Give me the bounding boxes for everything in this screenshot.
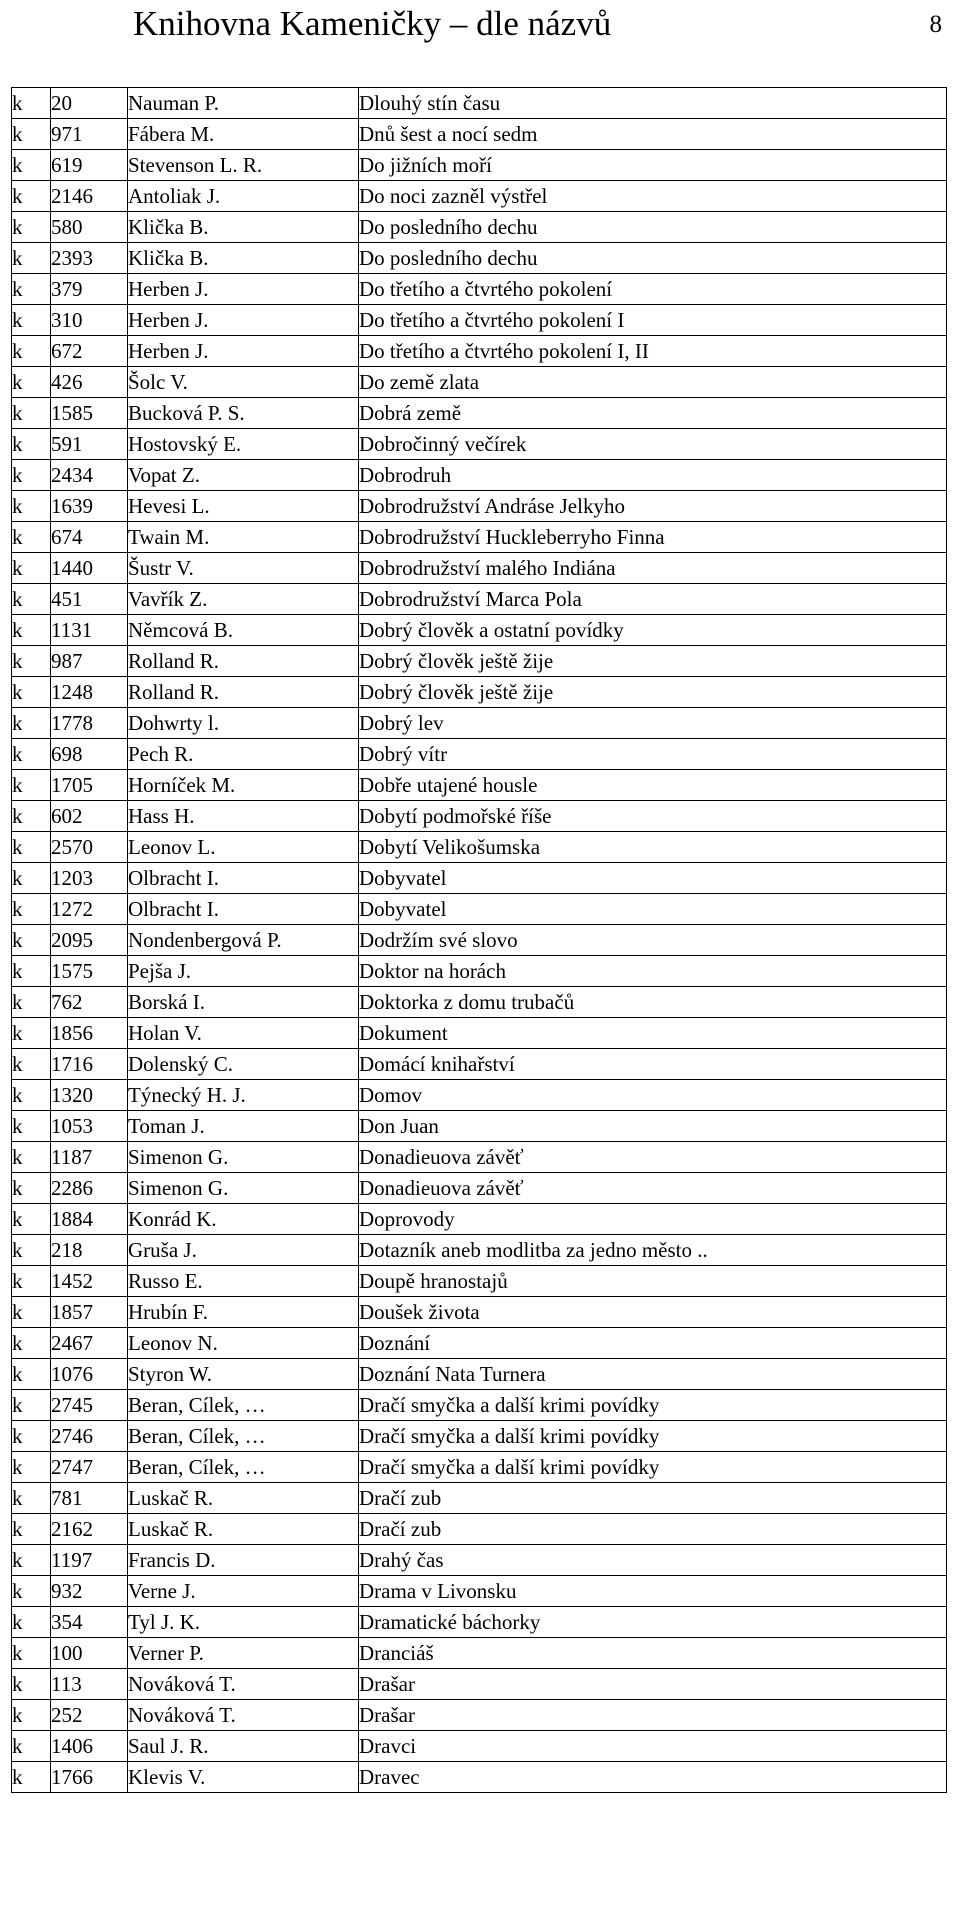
book-title-cell: Doušek života bbox=[359, 1297, 947, 1328]
inventory-number-cell: 310 bbox=[51, 305, 128, 336]
table-row bbox=[12, 801, 947, 832]
inventory-number-cell: 591 bbox=[51, 429, 128, 460]
inventory-number-cell: 252 bbox=[51, 1700, 128, 1731]
inventory-number-cell: 781 bbox=[51, 1483, 128, 1514]
book-title-cell: Doznání Nata Turnera bbox=[359, 1359, 947, 1390]
collection-prefix-cell: k bbox=[12, 1142, 51, 1173]
author-cell: Herben J. bbox=[128, 305, 359, 336]
table-row bbox=[12, 708, 947, 739]
table-row bbox=[12, 1204, 947, 1235]
inventory-number-cell: 2467 bbox=[51, 1328, 128, 1359]
collection-prefix-cell: k bbox=[12, 739, 51, 770]
table-row bbox=[12, 1359, 947, 1390]
table-row bbox=[12, 1111, 947, 1142]
inventory-number-cell: 2393 bbox=[51, 243, 128, 274]
author-cell: Leonov L. bbox=[128, 832, 359, 863]
collection-prefix-cell: k bbox=[12, 522, 51, 553]
author-cell: Horníček M. bbox=[128, 770, 359, 801]
book-title-cell: Dobrodružství Andráse Jelkyho bbox=[359, 491, 947, 522]
table-row bbox=[12, 646, 947, 677]
author-cell: Olbracht I. bbox=[128, 863, 359, 894]
table-row bbox=[12, 1638, 947, 1669]
collection-prefix-cell: k bbox=[12, 863, 51, 894]
author-cell: Tyl J. K. bbox=[128, 1607, 359, 1638]
collection-prefix-cell: k bbox=[12, 1111, 51, 1142]
catalog-table bbox=[11, 87, 947, 1793]
book-title-cell: Doktorka z domu trubačů bbox=[359, 987, 947, 1018]
collection-prefix-cell: k bbox=[12, 1638, 51, 1669]
collection-prefix-cell: k bbox=[12, 460, 51, 491]
author-cell: Pejša J. bbox=[128, 956, 359, 987]
author-cell: Simenon G. bbox=[128, 1173, 359, 1204]
author-cell: Saul J. R. bbox=[128, 1731, 359, 1762]
inventory-number-cell: 580 bbox=[51, 212, 128, 243]
collection-prefix-cell: k bbox=[12, 832, 51, 863]
table-row bbox=[12, 336, 947, 367]
table-row bbox=[12, 1700, 947, 1731]
book-title-cell: Dobrodružství Marca Pola bbox=[359, 584, 947, 615]
table-row bbox=[12, 832, 947, 863]
book-title-cell: Dobře utajené housle bbox=[359, 770, 947, 801]
table-row bbox=[12, 119, 947, 150]
author-cell: Nováková T. bbox=[128, 1700, 359, 1731]
table-row bbox=[12, 894, 947, 925]
table-row bbox=[12, 367, 947, 398]
book-title-cell: Do třetího a čtvrtého pokolení I, II bbox=[359, 336, 947, 367]
collection-prefix-cell: k bbox=[12, 584, 51, 615]
inventory-number-cell: 1203 bbox=[51, 863, 128, 894]
table-row bbox=[12, 1266, 947, 1297]
table-row bbox=[12, 460, 947, 491]
author-cell: Herben J. bbox=[128, 274, 359, 305]
collection-prefix-cell: k bbox=[12, 1607, 51, 1638]
inventory-number-cell: 1320 bbox=[51, 1080, 128, 1111]
author-cell: Verne J. bbox=[128, 1576, 359, 1607]
collection-prefix-cell: k bbox=[12, 553, 51, 584]
table-row bbox=[12, 1421, 947, 1452]
table-row bbox=[12, 1080, 947, 1111]
table-row bbox=[12, 181, 947, 212]
collection-prefix-cell: k bbox=[12, 801, 51, 832]
author-cell: Hostovský E. bbox=[128, 429, 359, 460]
inventory-number-cell: 1076 bbox=[51, 1359, 128, 1390]
table-row bbox=[12, 1514, 947, 1545]
book-title-cell: Dobrý vítr bbox=[359, 739, 947, 770]
author-cell: Luskač R. bbox=[128, 1514, 359, 1545]
book-title-cell: Dobyvatel bbox=[359, 863, 947, 894]
author-cell: Beran, Cílek, … bbox=[128, 1421, 359, 1452]
book-title-cell: Donadieuova závěť bbox=[359, 1142, 947, 1173]
book-title-cell: Do posledního dechu bbox=[359, 212, 947, 243]
author-cell: Francis D. bbox=[128, 1545, 359, 1576]
author-cell: Rolland R. bbox=[128, 677, 359, 708]
table-row bbox=[12, 553, 947, 584]
collection-prefix-cell: k bbox=[12, 1297, 51, 1328]
book-title-cell: Dračí smyčka a další krimi povídky bbox=[359, 1452, 947, 1483]
author-cell: Styron W. bbox=[128, 1359, 359, 1390]
book-title-cell: Dobročinný večírek bbox=[359, 429, 947, 460]
collection-prefix-cell: k bbox=[12, 894, 51, 925]
inventory-number-cell: 1272 bbox=[51, 894, 128, 925]
book-title-cell: Dobytí Velikošumska bbox=[359, 832, 947, 863]
table-row bbox=[12, 1762, 947, 1793]
book-title-cell: Doupě hranostajů bbox=[359, 1266, 947, 1297]
book-title-cell: Dotazník aneb modlitba za jedno město .. bbox=[359, 1235, 947, 1266]
inventory-number-cell: 100 bbox=[51, 1638, 128, 1669]
book-title-cell: Dodržím své slovo bbox=[359, 925, 947, 956]
book-title-cell: Dobrodružství malého Indiána bbox=[359, 553, 947, 584]
book-title-cell: Dobrodruh bbox=[359, 460, 947, 491]
author-cell: Fábera M. bbox=[128, 119, 359, 150]
author-cell: Vavřík Z. bbox=[128, 584, 359, 615]
collection-prefix-cell: k bbox=[12, 1452, 51, 1483]
table-row bbox=[12, 1018, 947, 1049]
author-cell: Stevenson L. R. bbox=[128, 150, 359, 181]
inventory-number-cell: 2286 bbox=[51, 1173, 128, 1204]
inventory-number-cell: 2747 bbox=[51, 1452, 128, 1483]
author-cell: Verner P. bbox=[128, 1638, 359, 1669]
collection-prefix-cell: k bbox=[12, 1545, 51, 1576]
collection-prefix-cell: k bbox=[12, 1483, 51, 1514]
catalog-table-body bbox=[12, 88, 947, 1793]
inventory-number-cell: 762 bbox=[51, 987, 128, 1018]
book-title-cell: Drašar bbox=[359, 1700, 947, 1731]
book-title-cell: Do třetího a čtvrtého pokolení I bbox=[359, 305, 947, 336]
collection-prefix-cell: k bbox=[12, 336, 51, 367]
book-title-cell: Drašar bbox=[359, 1669, 947, 1700]
book-title-cell: Dobrý člověk ještě žije bbox=[359, 677, 947, 708]
author-cell: Bucková P. S. bbox=[128, 398, 359, 429]
table-row bbox=[12, 212, 947, 243]
inventory-number-cell: 1766 bbox=[51, 1762, 128, 1793]
collection-prefix-cell: k bbox=[12, 181, 51, 212]
book-title-cell: Do třetího a čtvrtého pokolení bbox=[359, 274, 947, 305]
table-row bbox=[12, 739, 947, 770]
table-row bbox=[12, 243, 947, 274]
collection-prefix-cell: k bbox=[12, 677, 51, 708]
inventory-number-cell: 1856 bbox=[51, 1018, 128, 1049]
collection-prefix-cell: k bbox=[12, 1204, 51, 1235]
author-cell: Vopat Z. bbox=[128, 460, 359, 491]
collection-prefix-cell: k bbox=[12, 1700, 51, 1731]
author-cell: Holan V. bbox=[128, 1018, 359, 1049]
author-cell: Nauman P. bbox=[128, 88, 359, 119]
collection-prefix-cell: k bbox=[12, 770, 51, 801]
inventory-number-cell: 1778 bbox=[51, 708, 128, 739]
table-row bbox=[12, 863, 947, 894]
table-row bbox=[12, 677, 947, 708]
table-row bbox=[12, 770, 947, 801]
book-title-cell: Donadieuova závěť bbox=[359, 1173, 947, 1204]
author-cell: Hevesi L. bbox=[128, 491, 359, 522]
collection-prefix-cell: k bbox=[12, 243, 51, 274]
table-row bbox=[12, 1390, 947, 1421]
table-row bbox=[12, 1576, 947, 1607]
inventory-number-cell: 1857 bbox=[51, 1297, 128, 1328]
book-title-cell: Do posledního dechu bbox=[359, 243, 947, 274]
table-row bbox=[12, 1669, 947, 1700]
book-title-cell: Dramatické báchorky bbox=[359, 1607, 947, 1638]
collection-prefix-cell: k bbox=[12, 1390, 51, 1421]
inventory-number-cell: 1053 bbox=[51, 1111, 128, 1142]
collection-prefix-cell: k bbox=[12, 1514, 51, 1545]
collection-prefix-cell: k bbox=[12, 274, 51, 305]
author-cell: Simenon G. bbox=[128, 1142, 359, 1173]
author-cell: Nováková T. bbox=[128, 1669, 359, 1700]
book-title-cell: Do noci zazněl výstřel bbox=[359, 181, 947, 212]
book-title-cell: Dračí smyčka a další krimi povídky bbox=[359, 1390, 947, 1421]
inventory-number-cell: 602 bbox=[51, 801, 128, 832]
book-title-cell: Dobrodružství Huckleberryho Finna bbox=[359, 522, 947, 553]
inventory-number-cell: 1639 bbox=[51, 491, 128, 522]
table-row bbox=[12, 88, 947, 119]
collection-prefix-cell: k bbox=[12, 708, 51, 739]
table-row bbox=[12, 398, 947, 429]
collection-prefix-cell: k bbox=[12, 1576, 51, 1607]
book-title-cell: Drahý čas bbox=[359, 1545, 947, 1576]
book-title-cell: Dobrý člověk a ostatní povídky bbox=[359, 615, 947, 646]
inventory-number-cell: 1187 bbox=[51, 1142, 128, 1173]
author-cell: Luskač R. bbox=[128, 1483, 359, 1514]
book-title-cell: Drama v Livonsku bbox=[359, 1576, 947, 1607]
inventory-number-cell: 987 bbox=[51, 646, 128, 677]
author-cell: Rolland R. bbox=[128, 646, 359, 677]
inventory-number-cell: 1585 bbox=[51, 398, 128, 429]
collection-prefix-cell: k bbox=[12, 615, 51, 646]
inventory-number-cell: 672 bbox=[51, 336, 128, 367]
inventory-number-cell: 2434 bbox=[51, 460, 128, 491]
author-cell: Toman J. bbox=[128, 1111, 359, 1142]
collection-prefix-cell: k bbox=[12, 367, 51, 398]
author-cell: Beran, Cílek, … bbox=[128, 1390, 359, 1421]
author-cell: Němcová B. bbox=[128, 615, 359, 646]
inventory-number-cell: 451 bbox=[51, 584, 128, 615]
book-title-cell: Domov bbox=[359, 1080, 947, 1111]
collection-prefix-cell: k bbox=[12, 1235, 51, 1266]
book-title-cell: Dračí zub bbox=[359, 1514, 947, 1545]
table-row bbox=[12, 274, 947, 305]
inventory-number-cell: 2570 bbox=[51, 832, 128, 863]
author-cell: Konrád K. bbox=[128, 1204, 359, 1235]
collection-prefix-cell: k bbox=[12, 1018, 51, 1049]
book-title-cell: Dobytí podmořské říše bbox=[359, 801, 947, 832]
inventory-number-cell: 354 bbox=[51, 1607, 128, 1638]
table-row bbox=[12, 522, 947, 553]
collection-prefix-cell: k bbox=[12, 1266, 51, 1297]
table-row bbox=[12, 1173, 947, 1204]
inventory-number-cell: 2146 bbox=[51, 181, 128, 212]
inventory-number-cell: 113 bbox=[51, 1669, 128, 1700]
table-row bbox=[12, 150, 947, 181]
book-title-cell: Dlouhý stín času bbox=[359, 88, 947, 119]
inventory-number-cell: 2162 bbox=[51, 1514, 128, 1545]
collection-prefix-cell: k bbox=[12, 1669, 51, 1700]
book-title-cell: Dobrý člověk ještě žije bbox=[359, 646, 947, 677]
table-row bbox=[12, 1049, 947, 1080]
inventory-number-cell: 674 bbox=[51, 522, 128, 553]
book-title-cell: Doznání bbox=[359, 1328, 947, 1359]
book-title-cell: Domácí knihařství bbox=[359, 1049, 947, 1080]
author-cell: Klička B. bbox=[128, 243, 359, 274]
book-title-cell: Dnů šest a nocí sedm bbox=[359, 119, 947, 150]
collection-prefix-cell: k bbox=[12, 987, 51, 1018]
table-row bbox=[12, 429, 947, 460]
author-cell: Klevis V. bbox=[128, 1762, 359, 1793]
inventory-number-cell: 1248 bbox=[51, 677, 128, 708]
author-cell: Šolc V. bbox=[128, 367, 359, 398]
table-row bbox=[12, 1328, 947, 1359]
inventory-number-cell: 1575 bbox=[51, 956, 128, 987]
inventory-number-cell: 2095 bbox=[51, 925, 128, 956]
inventory-number-cell: 20 bbox=[51, 88, 128, 119]
author-cell: Dohwrty l. bbox=[128, 708, 359, 739]
table-row bbox=[12, 1142, 947, 1173]
book-title-cell: Dobyvatel bbox=[359, 894, 947, 925]
inventory-number-cell: 698 bbox=[51, 739, 128, 770]
inventory-number-cell: 619 bbox=[51, 150, 128, 181]
book-title-cell: Do jižních moří bbox=[359, 150, 947, 181]
table-row bbox=[12, 1452, 947, 1483]
author-cell: Pech R. bbox=[128, 739, 359, 770]
author-cell: Dolenský C. bbox=[128, 1049, 359, 1080]
collection-prefix-cell: k bbox=[12, 429, 51, 460]
inventory-number-cell: 2745 bbox=[51, 1390, 128, 1421]
inventory-number-cell: 1716 bbox=[51, 1049, 128, 1080]
table-row bbox=[12, 491, 947, 522]
collection-prefix-cell: k bbox=[12, 88, 51, 119]
inventory-number-cell: 2746 bbox=[51, 1421, 128, 1452]
inventory-number-cell: 218 bbox=[51, 1235, 128, 1266]
collection-prefix-cell: k bbox=[12, 1731, 51, 1762]
author-cell: Herben J. bbox=[128, 336, 359, 367]
book-title-cell: Dokument bbox=[359, 1018, 947, 1049]
collection-prefix-cell: k bbox=[12, 956, 51, 987]
inventory-number-cell: 971 bbox=[51, 119, 128, 150]
table-row bbox=[12, 584, 947, 615]
collection-prefix-cell: k bbox=[12, 150, 51, 181]
table-row bbox=[12, 987, 947, 1018]
author-cell: Šustr V. bbox=[128, 553, 359, 584]
inventory-number-cell: 426 bbox=[51, 367, 128, 398]
table-row bbox=[12, 925, 947, 956]
inventory-number-cell: 1406 bbox=[51, 1731, 128, 1762]
author-cell: Twain M. bbox=[128, 522, 359, 553]
book-title-cell: Dračí smyčka a další krimi povídky bbox=[359, 1421, 947, 1452]
inventory-number-cell: 932 bbox=[51, 1576, 128, 1607]
author-cell: Hrubín F. bbox=[128, 1297, 359, 1328]
collection-prefix-cell: k bbox=[12, 398, 51, 429]
author-cell: Borská I. bbox=[128, 987, 359, 1018]
collection-prefix-cell: k bbox=[12, 491, 51, 522]
author-cell: Antoliak J. bbox=[128, 181, 359, 212]
author-cell: Gruša J. bbox=[128, 1235, 359, 1266]
book-title-cell: Dobrá země bbox=[359, 398, 947, 429]
inventory-number-cell: 1131 bbox=[51, 615, 128, 646]
collection-prefix-cell: k bbox=[12, 119, 51, 150]
table-row bbox=[12, 1483, 947, 1514]
collection-prefix-cell: k bbox=[12, 1049, 51, 1080]
inventory-number-cell: 1440 bbox=[51, 553, 128, 584]
book-title-cell: Doprovody bbox=[359, 1204, 947, 1235]
collection-prefix-cell: k bbox=[12, 1359, 51, 1390]
collection-prefix-cell: k bbox=[12, 1328, 51, 1359]
collection-prefix-cell: k bbox=[12, 1080, 51, 1111]
book-title-cell: Dranciáš bbox=[359, 1638, 947, 1669]
table-row bbox=[12, 956, 947, 987]
inventory-number-cell: 379 bbox=[51, 274, 128, 305]
inventory-number-cell: 1197 bbox=[51, 1545, 128, 1576]
inventory-number-cell: 1452 bbox=[51, 1266, 128, 1297]
table-row bbox=[12, 305, 947, 336]
inventory-number-cell: 1884 bbox=[51, 1204, 128, 1235]
author-cell: Leonov N. bbox=[128, 1328, 359, 1359]
author-cell: Russo E. bbox=[128, 1266, 359, 1297]
page-number: 8 bbox=[929, 11, 942, 38]
author-cell: Beran, Cílek, … bbox=[128, 1452, 359, 1483]
book-title-cell: Dračí zub bbox=[359, 1483, 947, 1514]
author-cell: Týnecký H. J. bbox=[128, 1080, 359, 1111]
table-row bbox=[12, 1297, 947, 1328]
collection-prefix-cell: k bbox=[12, 646, 51, 677]
book-title-cell: Don Juan bbox=[359, 1111, 947, 1142]
author-cell: Nondenbergová P. bbox=[128, 925, 359, 956]
table-row bbox=[12, 1607, 947, 1638]
book-title-cell: Do země zlata bbox=[359, 367, 947, 398]
table-row bbox=[12, 1731, 947, 1762]
collection-prefix-cell: k bbox=[12, 212, 51, 243]
book-title-cell: Dravec bbox=[359, 1762, 947, 1793]
table-row bbox=[12, 1545, 947, 1576]
author-cell: Klička B. bbox=[128, 212, 359, 243]
book-title-cell: Doktor na horách bbox=[359, 956, 947, 987]
collection-prefix-cell: k bbox=[12, 1762, 51, 1793]
author-cell: Hass H. bbox=[128, 801, 359, 832]
collection-prefix-cell: k bbox=[12, 1173, 51, 1204]
author-cell: Olbracht I. bbox=[128, 894, 359, 925]
table-row bbox=[12, 615, 947, 646]
inventory-number-cell: 1705 bbox=[51, 770, 128, 801]
collection-prefix-cell: k bbox=[12, 305, 51, 336]
book-title-cell: Dravci bbox=[359, 1731, 947, 1762]
collection-prefix-cell: k bbox=[12, 925, 51, 956]
page-title: Knihovna Kameničky – dle názvů bbox=[133, 4, 612, 43]
book-title-cell: Dobrý lev bbox=[359, 708, 947, 739]
table-row bbox=[12, 1235, 947, 1266]
collection-prefix-cell: k bbox=[12, 1421, 51, 1452]
